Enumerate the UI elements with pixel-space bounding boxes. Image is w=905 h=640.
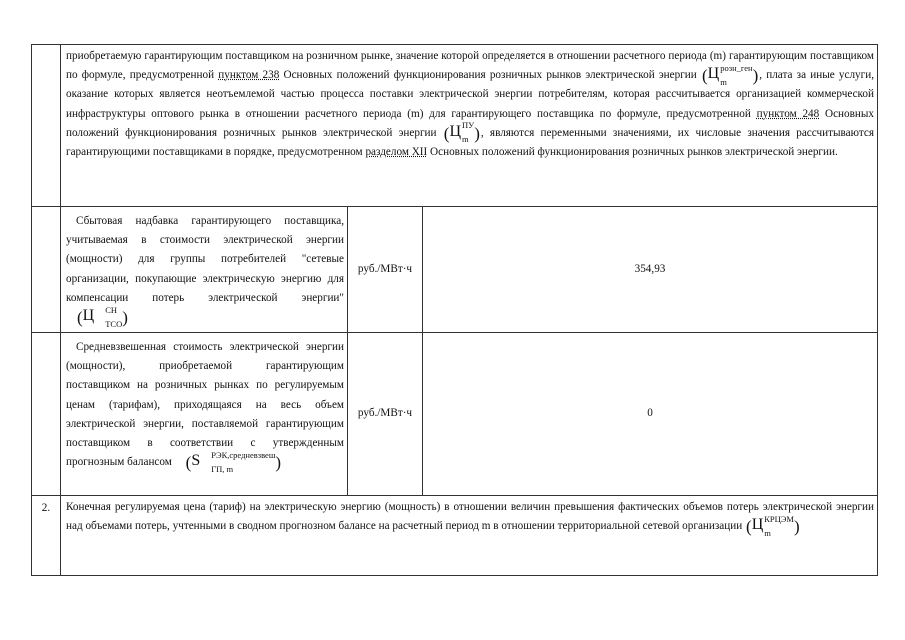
symbol-base: S	[191, 452, 201, 470]
text-fragment: приобретаемую гарантирующим поставщиком на розничном рынке, значение которой определяется в отношении расчетного периода (m) гарантирующим поставщиком по формуле, предусмотренной	[66, 50, 874, 82]
markup-label-cell	[61, 207, 348, 333]
symbol-superscript: ПУ	[462, 120, 475, 131]
text-fragment: , являются переменными значениями, их числовые значения рассчитываются гарантирующими поставщиками в порядке, предусмотренном	[66, 126, 874, 159]
paren: (	[701, 66, 708, 86]
link-point-238[interactable]: пунктом 238	[218, 69, 280, 82]
symbol-base: Ц	[82, 307, 95, 325]
table-row	[32, 333, 878, 496]
symbol-subscript: ГП, m	[211, 463, 234, 474]
symbol-base: Ц	[449, 123, 462, 141]
value-cell: 0	[423, 333, 878, 496]
formula-price-retail-gen	[701, 62, 759, 87]
row-number-cell	[32, 45, 61, 207]
table-row	[32, 496, 878, 576]
text-fragment: Основных положений функционирования розничных рынков электрической энергии	[279, 69, 701, 82]
tariff-table	[31, 44, 878, 576]
text-fragment: Основных положений функционирования розничных рынков электрической энергии.	[427, 146, 838, 159]
unit-cell: руб./МВт·ч	[348, 207, 423, 333]
row-number-cell	[32, 207, 61, 333]
symbol-superscript: КРЦЭМ	[764, 513, 794, 524]
paren: (	[185, 453, 192, 473]
final-price-text: Конечная регулируемая цена (тариф) на электрическую энергию (мощность) в отношении величин превышения фактических объемов потерь электрической энергии над объемами потерь, учтенными в сводном прогнозном балансе на расчетный период m в отношении территориальной сетевой организации	[66, 501, 874, 533]
text-fragment: , плата за иные услуги, оказание которых является неотъемлемой частью процесса поставки электрической энергии потребителям, которая рассчитывается организацией коммерческой инфраструктуры оптового рынка в отношении расчетного периода (m) для гарантирующего поставщика по формуле, предусмотренной	[66, 69, 874, 120]
table-row	[32, 45, 878, 207]
paren: (	[746, 517, 752, 537]
paren: (	[77, 308, 83, 328]
avg-cost-label: Средневзвешенная стоимость электрической энергии (мощности), приобретаемой гарантирующим поставщиком на розничных рынках по регулируемым ценам (тарифам), приходящаяся на весь объем электрической энергии, поставляемой гарантирующим поставщиком в соответствии с утвержденным прогнозным балансом	[66, 341, 344, 469]
formula-price-pu	[443, 120, 480, 145]
formula-avg-cost	[176, 449, 282, 474]
continued-text-cell	[61, 45, 878, 207]
link-point-248[interactable]: пунктом 248	[756, 107, 820, 120]
symbol-base: Ц	[751, 516, 764, 534]
paren: )	[474, 123, 480, 143]
continued-paragraph	[66, 47, 874, 162]
symbol-subscript: m	[764, 527, 771, 538]
unit-cell: руб./МВт·ч	[348, 333, 423, 496]
link-section-xii[interactable]: разделом XII	[365, 146, 428, 159]
text-fragment: Основных положений функционирования розничных рынков электрической энергии	[66, 107, 874, 139]
value-cell: 354,93	[423, 207, 878, 333]
symbol-subscript: m	[720, 76, 727, 87]
table-row	[32, 207, 878, 333]
formula-markup-tso	[67, 304, 128, 329]
paren: (	[443, 123, 450, 143]
symbol-superscript: РЭК,средневзвеш	[211, 449, 276, 460]
formula-final-price	[746, 513, 800, 538]
symbol-base: Ц	[707, 65, 720, 83]
symbol-subscript: ТСО	[105, 318, 123, 329]
row-number-cell	[32, 333, 61, 496]
paren: )	[752, 66, 759, 86]
row-number: 2.	[41, 502, 51, 514]
symbol-superscript: розн_ген	[720, 62, 753, 73]
row-number-cell	[32, 496, 61, 576]
paren: )	[122, 308, 128, 328]
symbol-subscript: m	[462, 134, 469, 145]
paren: )	[275, 453, 282, 473]
paren: )	[793, 517, 800, 537]
symbol-superscript: СН	[105, 304, 118, 315]
avg-cost-label-cell	[61, 333, 348, 496]
final-price-cell	[61, 496, 878, 576]
markup-label: Сбытовая надбавка гарантирующего поставщика, учитываемая в стоимости электрической энергии (мощности) для группы потребителей "сетевые организации, покупающие электрическую энергию для компенсации потерь электрической энергии"	[66, 215, 344, 304]
